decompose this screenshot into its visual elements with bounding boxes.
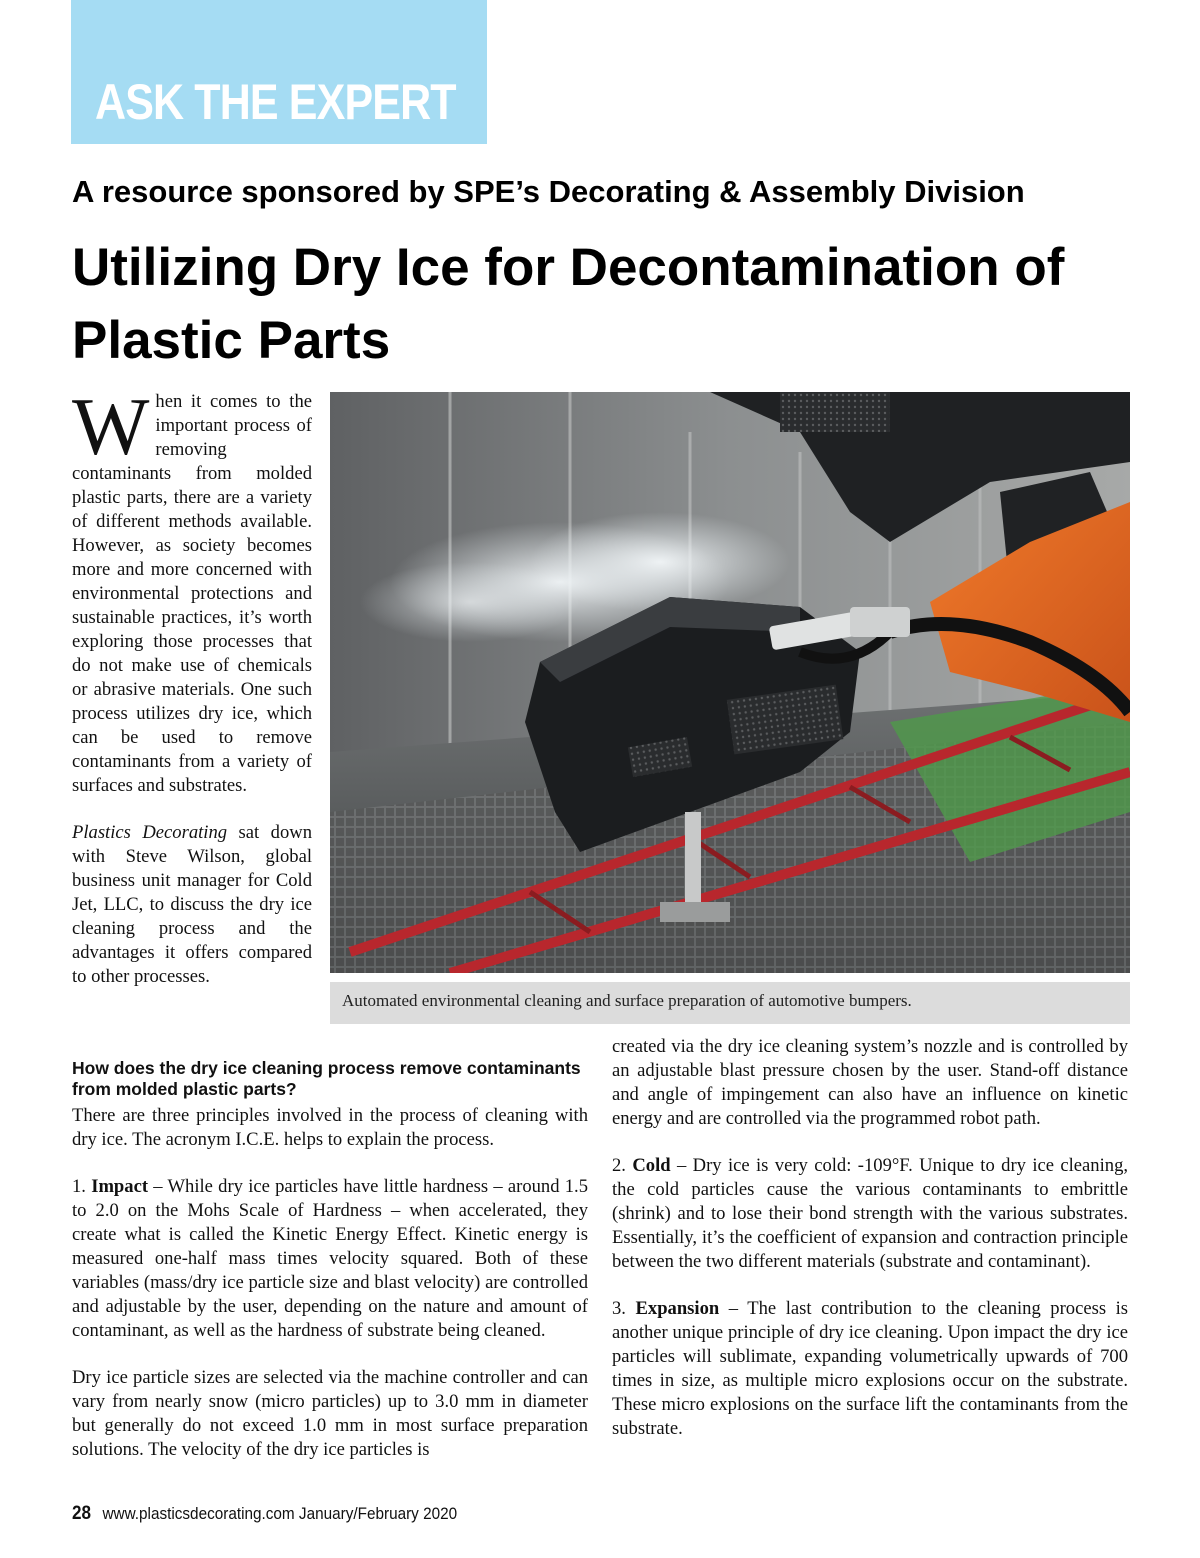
- intro-text: [72, 381, 312, 989]
- article-photo: [330, 392, 1130, 973]
- footer-issue: January/February 2020: [298, 1504, 458, 1523]
- section-label: ASK THE EXPERT: [95, 74, 456, 130]
- sponsor-line: A resource sponsored by SPE’s Decorating & Assembly Division: [72, 174, 1025, 209]
- principle-expansion: [612, 1297, 1128, 1441]
- interview-question: How does the dry ice cleaning process remove contaminants from molded plastic parts?: [72, 1058, 581, 1099]
- body-column-right: [612, 1035, 1128, 1441]
- bumper-cleaning-photo: [330, 392, 1130, 973]
- article-title: Utilizing Dry Ice for Decontamination of Plastic Parts: [72, 238, 1065, 370]
- principle-impact-text: – While dry ice particles have little hardness – around 1.5 to 2.0 on the Mohs Scale of Hardness – when accelerated, they create what is called the Kinetic Energy Effect. Kinetic energy is measured one-half mass times velocity squared. Both of these variables (mass/dry ice particle size and blast velocity) are controlled and adjustable by the user, depending on the nature and amount of contaminant, as well as the hardness of substrate being cleaned.: [72, 1175, 588, 1341]
- principle-cold: [612, 1154, 1128, 1274]
- answer-intro: There are three principles involved in the process of cleaning with dry ice. The acronym I.C.E. helps to explain the process.: [72, 1105, 588, 1150]
- principle-cold-text: – Dry ice is very cold: -109°F. Unique to dry ice cleaning, the cold particles cause the various contaminants to embrittle (shrink) and to lose their bond strength with the various substrates. Essentially, it’s the coefficient of expansion and contraction principle between the two different materials (substrate and contaminant).: [612, 1154, 1129, 1272]
- particle-size-continued: created via the dry ice cleaning system’s nozzle and is controlled by an adjustable blast pressure chosen by the user. Stand-off distance and angle of impingement can also have an influence on kinetic energy and are controlled via the programmed robot path.: [612, 1036, 1128, 1129]
- page-number: 28: [72, 1503, 92, 1524]
- footer-site[interactable]: www.plasticsdecorating.com: [102, 1504, 295, 1523]
- intro-paragraph-2: [72, 821, 312, 989]
- principle-impact-term: Impact: [91, 1175, 149, 1197]
- principle-cold-number: 2.: [612, 1154, 633, 1176]
- principle-cold-term: Cold: [632, 1154, 671, 1176]
- page-footer: [72, 1503, 457, 1525]
- principle-impact: [72, 1175, 588, 1343]
- intro-paragraph-1-text: hen it comes to the important process of removing contaminants from molded plastic parts, there are a variety of different methods available. However, as society becomes more and more concerned with environmental protections and sustainable practices, it’s worth exploring those processes that do not make use of chemicals or abrasive materials. One such process utilizes dry ice, which can be used to remove contaminants from a variety of surfaces and substrates.: [72, 391, 312, 796]
- photo-caption: Automated environmental cleaning and surface preparation of automotive bumpers.: [330, 982, 1130, 1024]
- particle-size-paragraph: Dry ice particle sizes are selected via the machine controller and can vary from nearly snow (micro particles) up to 3.0 mm in diameter but generally do not exceed 1.0 mm in most surface preparation solutions. The velocity of the dry ice particles is: [72, 1366, 588, 1460]
- section-banner: [71, 0, 487, 144]
- intro-paragraph-1: [72, 381, 312, 798]
- principle-expansion-text: – The last contribution to the cleaning process is another unique principle of dry ice cleaning. Upon impact the dry ice particles will sublimate, expanding volumetrically upwards of 700 times in size, as multiple micro explosions occur on the substrate. These micro explosions on the surface lift the contaminants from the substrate.: [612, 1297, 1129, 1439]
- intro-paragraph-2-text: sat down with Steve Wilson, global business unit manager for Cold Jet, LLC, to discuss the dry ice cleaning process and the advantages it offers compared to other processes.: [72, 821, 312, 987]
- principle-expansion-term: Expansion: [635, 1297, 720, 1319]
- body-column-left: [72, 1058, 588, 1462]
- principle-expansion-number: 3.: [612, 1297, 636, 1319]
- drop-cap: W: [72, 381, 150, 472]
- principle-impact-number: 1.: [72, 1175, 92, 1197]
- publication-name: Plastics Decorating: [72, 821, 228, 843]
